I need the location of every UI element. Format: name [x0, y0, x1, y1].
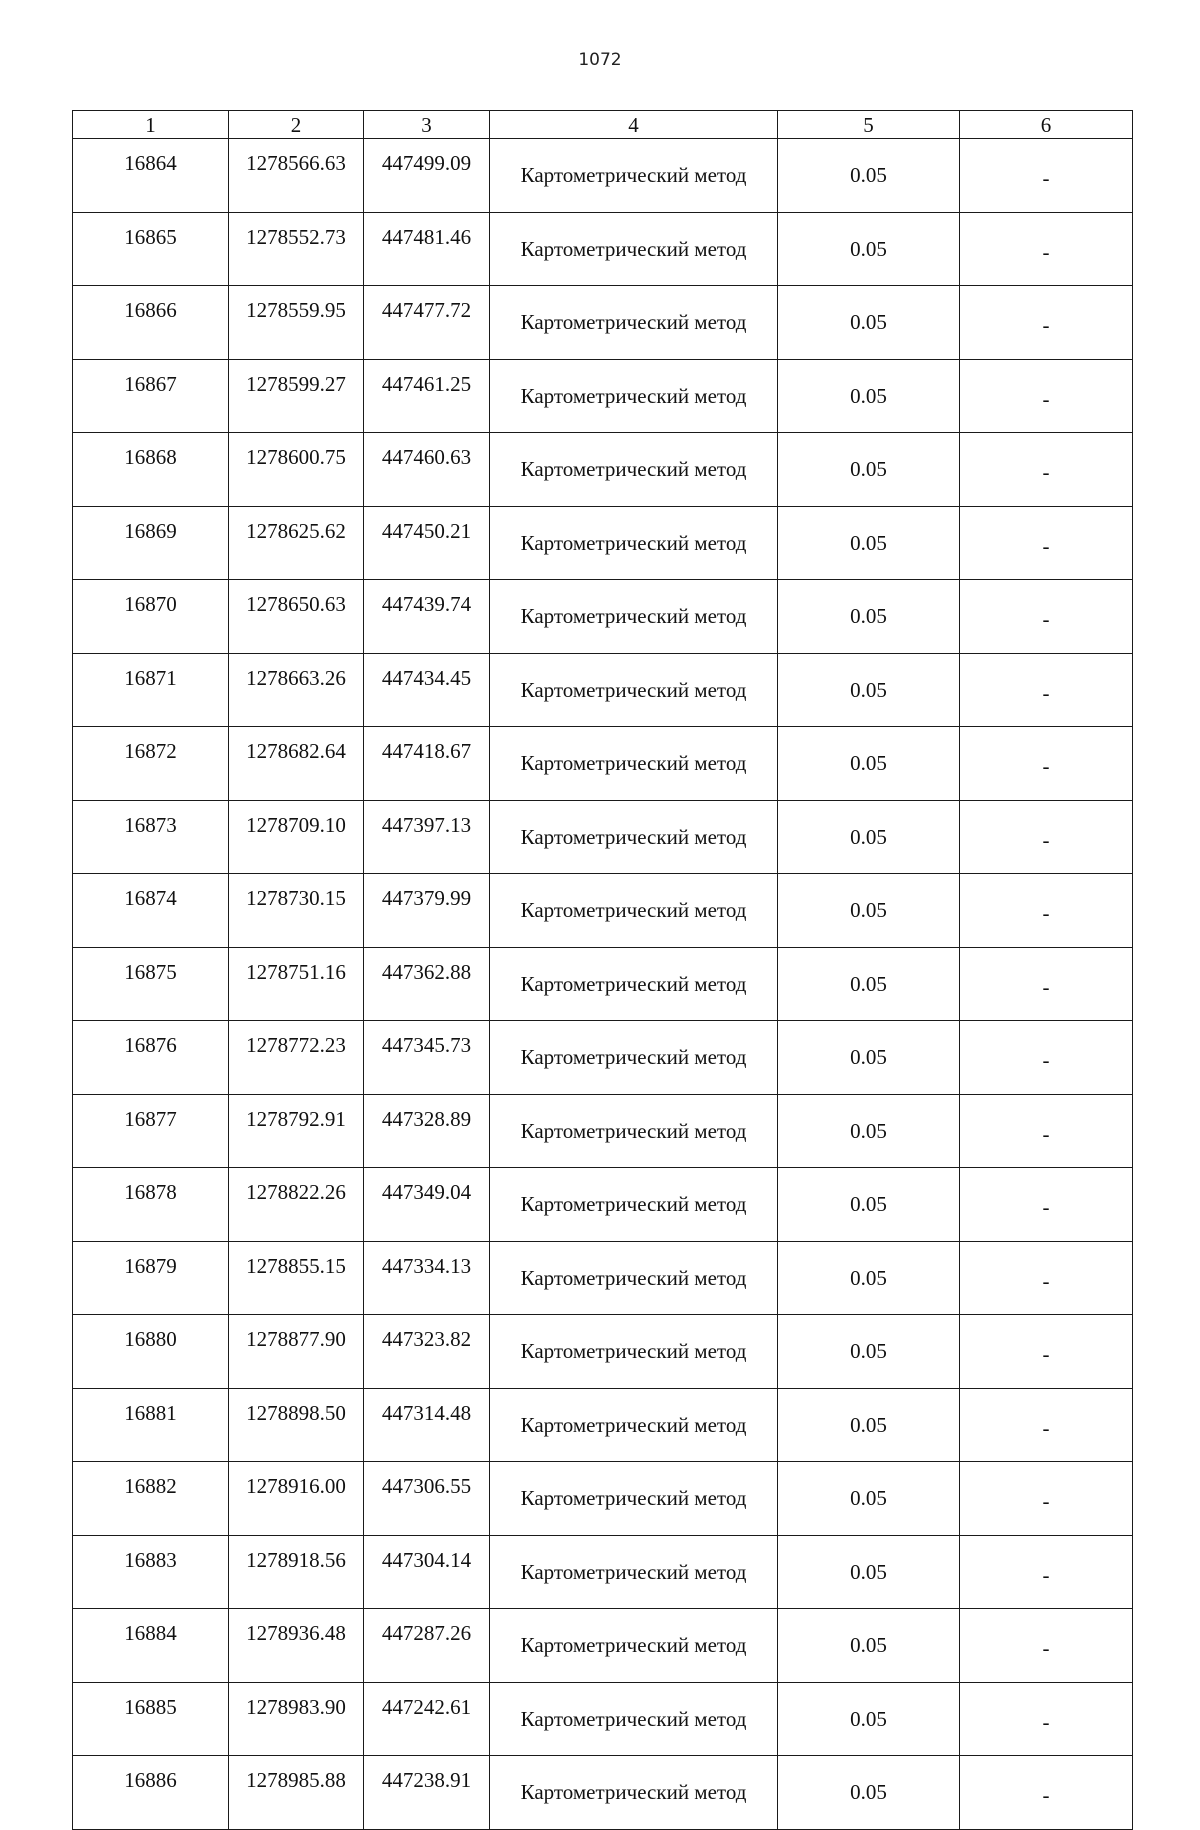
x-coordinate-cell: 1278730.15	[229, 874, 364, 948]
x-coordinate-cell: 1278751.16	[229, 947, 364, 1021]
table-row	[73, 1094, 1133, 1168]
y-coordinate-cell: 447334.13	[364, 1241, 490, 1315]
point-number-cell: 16886	[73, 1756, 229, 1830]
column-header-description: 6	[960, 111, 1133, 139]
method-cell: Картометрический метод	[490, 1609, 778, 1683]
table-row	[73, 874, 1133, 948]
y-coordinate-cell: 447481.46	[364, 212, 490, 286]
accuracy-cell: 0.05	[778, 1094, 960, 1168]
y-coordinate-cell: 447418.67	[364, 727, 490, 801]
y-coordinate-cell: 447461.25	[364, 359, 490, 433]
table-row	[73, 800, 1133, 874]
method-cell: Картометрический метод	[490, 1315, 778, 1389]
method-cell: Картометрический метод	[490, 1535, 778, 1609]
column-header-accuracy: 5	[778, 111, 960, 139]
point-number-cell: 16870	[73, 580, 229, 654]
table-row	[73, 286, 1133, 360]
table-row	[73, 1462, 1133, 1536]
method-cell: Картометрический метод	[490, 359, 778, 433]
description-cell: -	[960, 1094, 1133, 1168]
y-coordinate-cell: 447304.14	[364, 1535, 490, 1609]
point-number-cell: 16864	[73, 139, 229, 213]
method-cell: Картометрический метод	[490, 1462, 778, 1536]
method-cell: Картометрический метод	[490, 1168, 778, 1242]
description-cell: -	[960, 506, 1133, 580]
table-row	[73, 1535, 1133, 1609]
x-coordinate-cell: 1278650.63	[229, 580, 364, 654]
point-number-cell: 16871	[73, 653, 229, 727]
table-row	[73, 1682, 1133, 1756]
x-coordinate-cell: 1278918.56	[229, 1535, 364, 1609]
coordinates-table	[72, 110, 1133, 1830]
y-coordinate-cell: 447460.63	[364, 433, 490, 507]
accuracy-cell: 0.05	[778, 1241, 960, 1315]
accuracy-cell: 0.05	[778, 947, 960, 1021]
column-header-point-number: 1	[73, 111, 229, 139]
table-row	[73, 727, 1133, 801]
point-number-cell: 16885	[73, 1682, 229, 1756]
accuracy-cell: 0.05	[778, 1535, 960, 1609]
method-cell: Картометрический метод	[490, 874, 778, 948]
x-coordinate-cell: 1278552.73	[229, 212, 364, 286]
table-row	[73, 580, 1133, 654]
x-coordinate-cell: 1278985.88	[229, 1756, 364, 1830]
accuracy-cell: 0.05	[778, 800, 960, 874]
point-number-cell: 16865	[73, 212, 229, 286]
x-coordinate-cell: 1278877.90	[229, 1315, 364, 1389]
x-coordinate-cell: 1278709.10	[229, 800, 364, 874]
accuracy-cell: 0.05	[778, 212, 960, 286]
accuracy-cell: 0.05	[778, 727, 960, 801]
method-cell: Картометрический метод	[490, 727, 778, 801]
description-cell: -	[960, 1168, 1133, 1242]
method-cell: Картометрический метод	[490, 506, 778, 580]
accuracy-cell: 0.05	[778, 1462, 960, 1536]
method-cell: Картометрический метод	[490, 1682, 778, 1756]
point-number-cell: 16874	[73, 874, 229, 948]
y-coordinate-cell: 447477.72	[364, 286, 490, 360]
table-row	[73, 1315, 1133, 1389]
table-row	[73, 139, 1133, 213]
x-coordinate-cell: 1278898.50	[229, 1388, 364, 1462]
point-number-cell: 16872	[73, 727, 229, 801]
description-cell: -	[960, 1315, 1133, 1389]
point-number-cell: 16881	[73, 1388, 229, 1462]
y-coordinate-cell: 447238.91	[364, 1756, 490, 1830]
description-cell: -	[960, 212, 1133, 286]
table-row	[73, 653, 1133, 727]
y-coordinate-cell: 447242.61	[364, 1682, 490, 1756]
y-coordinate-cell: 447306.55	[364, 1462, 490, 1536]
column-header-y: 3	[364, 111, 490, 139]
method-cell: Картометрический метод	[490, 947, 778, 1021]
x-coordinate-cell: 1278855.15	[229, 1241, 364, 1315]
description-cell: -	[960, 800, 1133, 874]
description-cell: -	[960, 1756, 1133, 1830]
description-cell: -	[960, 433, 1133, 507]
y-coordinate-cell: 447450.21	[364, 506, 490, 580]
y-coordinate-cell: 447345.73	[364, 1021, 490, 1095]
table-row	[73, 359, 1133, 433]
accuracy-cell: 0.05	[778, 359, 960, 433]
y-coordinate-cell: 447349.04	[364, 1168, 490, 1242]
table-row	[73, 1021, 1133, 1095]
method-cell: Картометрический метод	[490, 286, 778, 360]
accuracy-cell: 0.05	[778, 874, 960, 948]
y-coordinate-cell: 447434.45	[364, 653, 490, 727]
table-row	[73, 1241, 1133, 1315]
point-number-cell: 16867	[73, 359, 229, 433]
description-cell: -	[960, 1535, 1133, 1609]
method-cell: Картометрический метод	[490, 139, 778, 213]
y-coordinate-cell: 447379.99	[364, 874, 490, 948]
description-cell: -	[960, 1462, 1133, 1536]
description-cell: -	[960, 727, 1133, 801]
method-cell: Картометрический метод	[490, 1094, 778, 1168]
page-number: 1072	[578, 50, 622, 70]
y-coordinate-cell: 447323.82	[364, 1315, 490, 1389]
point-number-cell: 16877	[73, 1094, 229, 1168]
description-cell: -	[960, 947, 1133, 1021]
description-cell: -	[960, 653, 1133, 727]
method-cell: Картометрический метод	[490, 433, 778, 507]
point-number-cell: 16884	[73, 1609, 229, 1683]
x-coordinate-cell: 1278916.00	[229, 1462, 364, 1536]
x-coordinate-cell: 1278600.75	[229, 433, 364, 507]
method-cell: Картометрический метод	[490, 580, 778, 654]
description-cell: -	[960, 1388, 1133, 1462]
x-coordinate-cell: 1278566.63	[229, 139, 364, 213]
accuracy-cell: 0.05	[778, 1682, 960, 1756]
x-coordinate-cell: 1278682.64	[229, 727, 364, 801]
table-row	[73, 1388, 1133, 1462]
x-coordinate-cell: 1278822.26	[229, 1168, 364, 1242]
method-cell: Картометрический метод	[490, 1021, 778, 1095]
accuracy-cell: 0.05	[778, 653, 960, 727]
accuracy-cell: 0.05	[778, 1609, 960, 1683]
x-coordinate-cell: 1278792.91	[229, 1094, 364, 1168]
accuracy-cell: 0.05	[778, 1021, 960, 1095]
method-cell: Картометрический метод	[490, 1241, 778, 1315]
accuracy-cell: 0.05	[778, 433, 960, 507]
column-header-method: 4	[490, 111, 778, 139]
point-number-cell: 16883	[73, 1535, 229, 1609]
y-coordinate-cell: 447362.88	[364, 947, 490, 1021]
y-coordinate-cell: 447287.26	[364, 1609, 490, 1683]
point-number-cell: 16879	[73, 1241, 229, 1315]
y-coordinate-cell: 447499.09	[364, 139, 490, 213]
accuracy-cell: 0.05	[778, 139, 960, 213]
point-number-cell: 16876	[73, 1021, 229, 1095]
method-cell: Картометрический метод	[490, 212, 778, 286]
point-number-cell: 16882	[73, 1462, 229, 1536]
point-number-cell: 16873	[73, 800, 229, 874]
table-row	[73, 506, 1133, 580]
x-coordinate-cell: 1278625.62	[229, 506, 364, 580]
y-coordinate-cell: 447397.13	[364, 800, 490, 874]
accuracy-cell: 0.05	[778, 1388, 960, 1462]
description-cell: -	[960, 580, 1133, 654]
y-coordinate-cell: 447328.89	[364, 1094, 490, 1168]
description-cell: -	[960, 359, 1133, 433]
x-coordinate-cell: 1278936.48	[229, 1609, 364, 1683]
table-body	[73, 139, 1133, 1830]
accuracy-cell: 0.05	[778, 580, 960, 654]
x-coordinate-cell: 1278983.90	[229, 1682, 364, 1756]
x-coordinate-cell: 1278599.27	[229, 359, 364, 433]
y-coordinate-cell: 447439.74	[364, 580, 490, 654]
method-cell: Картометрический метод	[490, 653, 778, 727]
x-coordinate-cell: 1278663.26	[229, 653, 364, 727]
table-header	[73, 111, 1133, 139]
description-cell: -	[960, 1682, 1133, 1756]
point-number-cell: 16875	[73, 947, 229, 1021]
table-row	[73, 1609, 1133, 1683]
point-number-cell: 16880	[73, 1315, 229, 1389]
description-cell: -	[960, 1609, 1133, 1683]
description-cell: -	[960, 874, 1133, 948]
accuracy-cell: 0.05	[778, 1168, 960, 1242]
table-row	[73, 947, 1133, 1021]
description-cell: -	[960, 1021, 1133, 1095]
description-cell: -	[960, 1241, 1133, 1315]
accuracy-cell: 0.05	[778, 506, 960, 580]
description-cell: -	[960, 139, 1133, 213]
x-coordinate-cell: 1278772.23	[229, 1021, 364, 1095]
accuracy-cell: 0.05	[778, 286, 960, 360]
point-number-cell: 16866	[73, 286, 229, 360]
point-number-cell: 16868	[73, 433, 229, 507]
column-header-x: 2	[229, 111, 364, 139]
table-row	[73, 1756, 1133, 1830]
accuracy-cell: 0.05	[778, 1756, 960, 1830]
method-cell: Картометрический метод	[490, 800, 778, 874]
table-row	[73, 433, 1133, 507]
method-cell: Картометрический метод	[490, 1388, 778, 1462]
point-number-cell: 16878	[73, 1168, 229, 1242]
method-cell: Картометрический метод	[490, 1756, 778, 1830]
table-row	[73, 212, 1133, 286]
description-cell: -	[960, 286, 1133, 360]
header-row	[73, 111, 1133, 139]
accuracy-cell: 0.05	[778, 1315, 960, 1389]
point-number-cell: 16869	[73, 506, 229, 580]
table-row	[73, 1168, 1133, 1242]
y-coordinate-cell: 447314.48	[364, 1388, 490, 1462]
x-coordinate-cell: 1278559.95	[229, 286, 364, 360]
